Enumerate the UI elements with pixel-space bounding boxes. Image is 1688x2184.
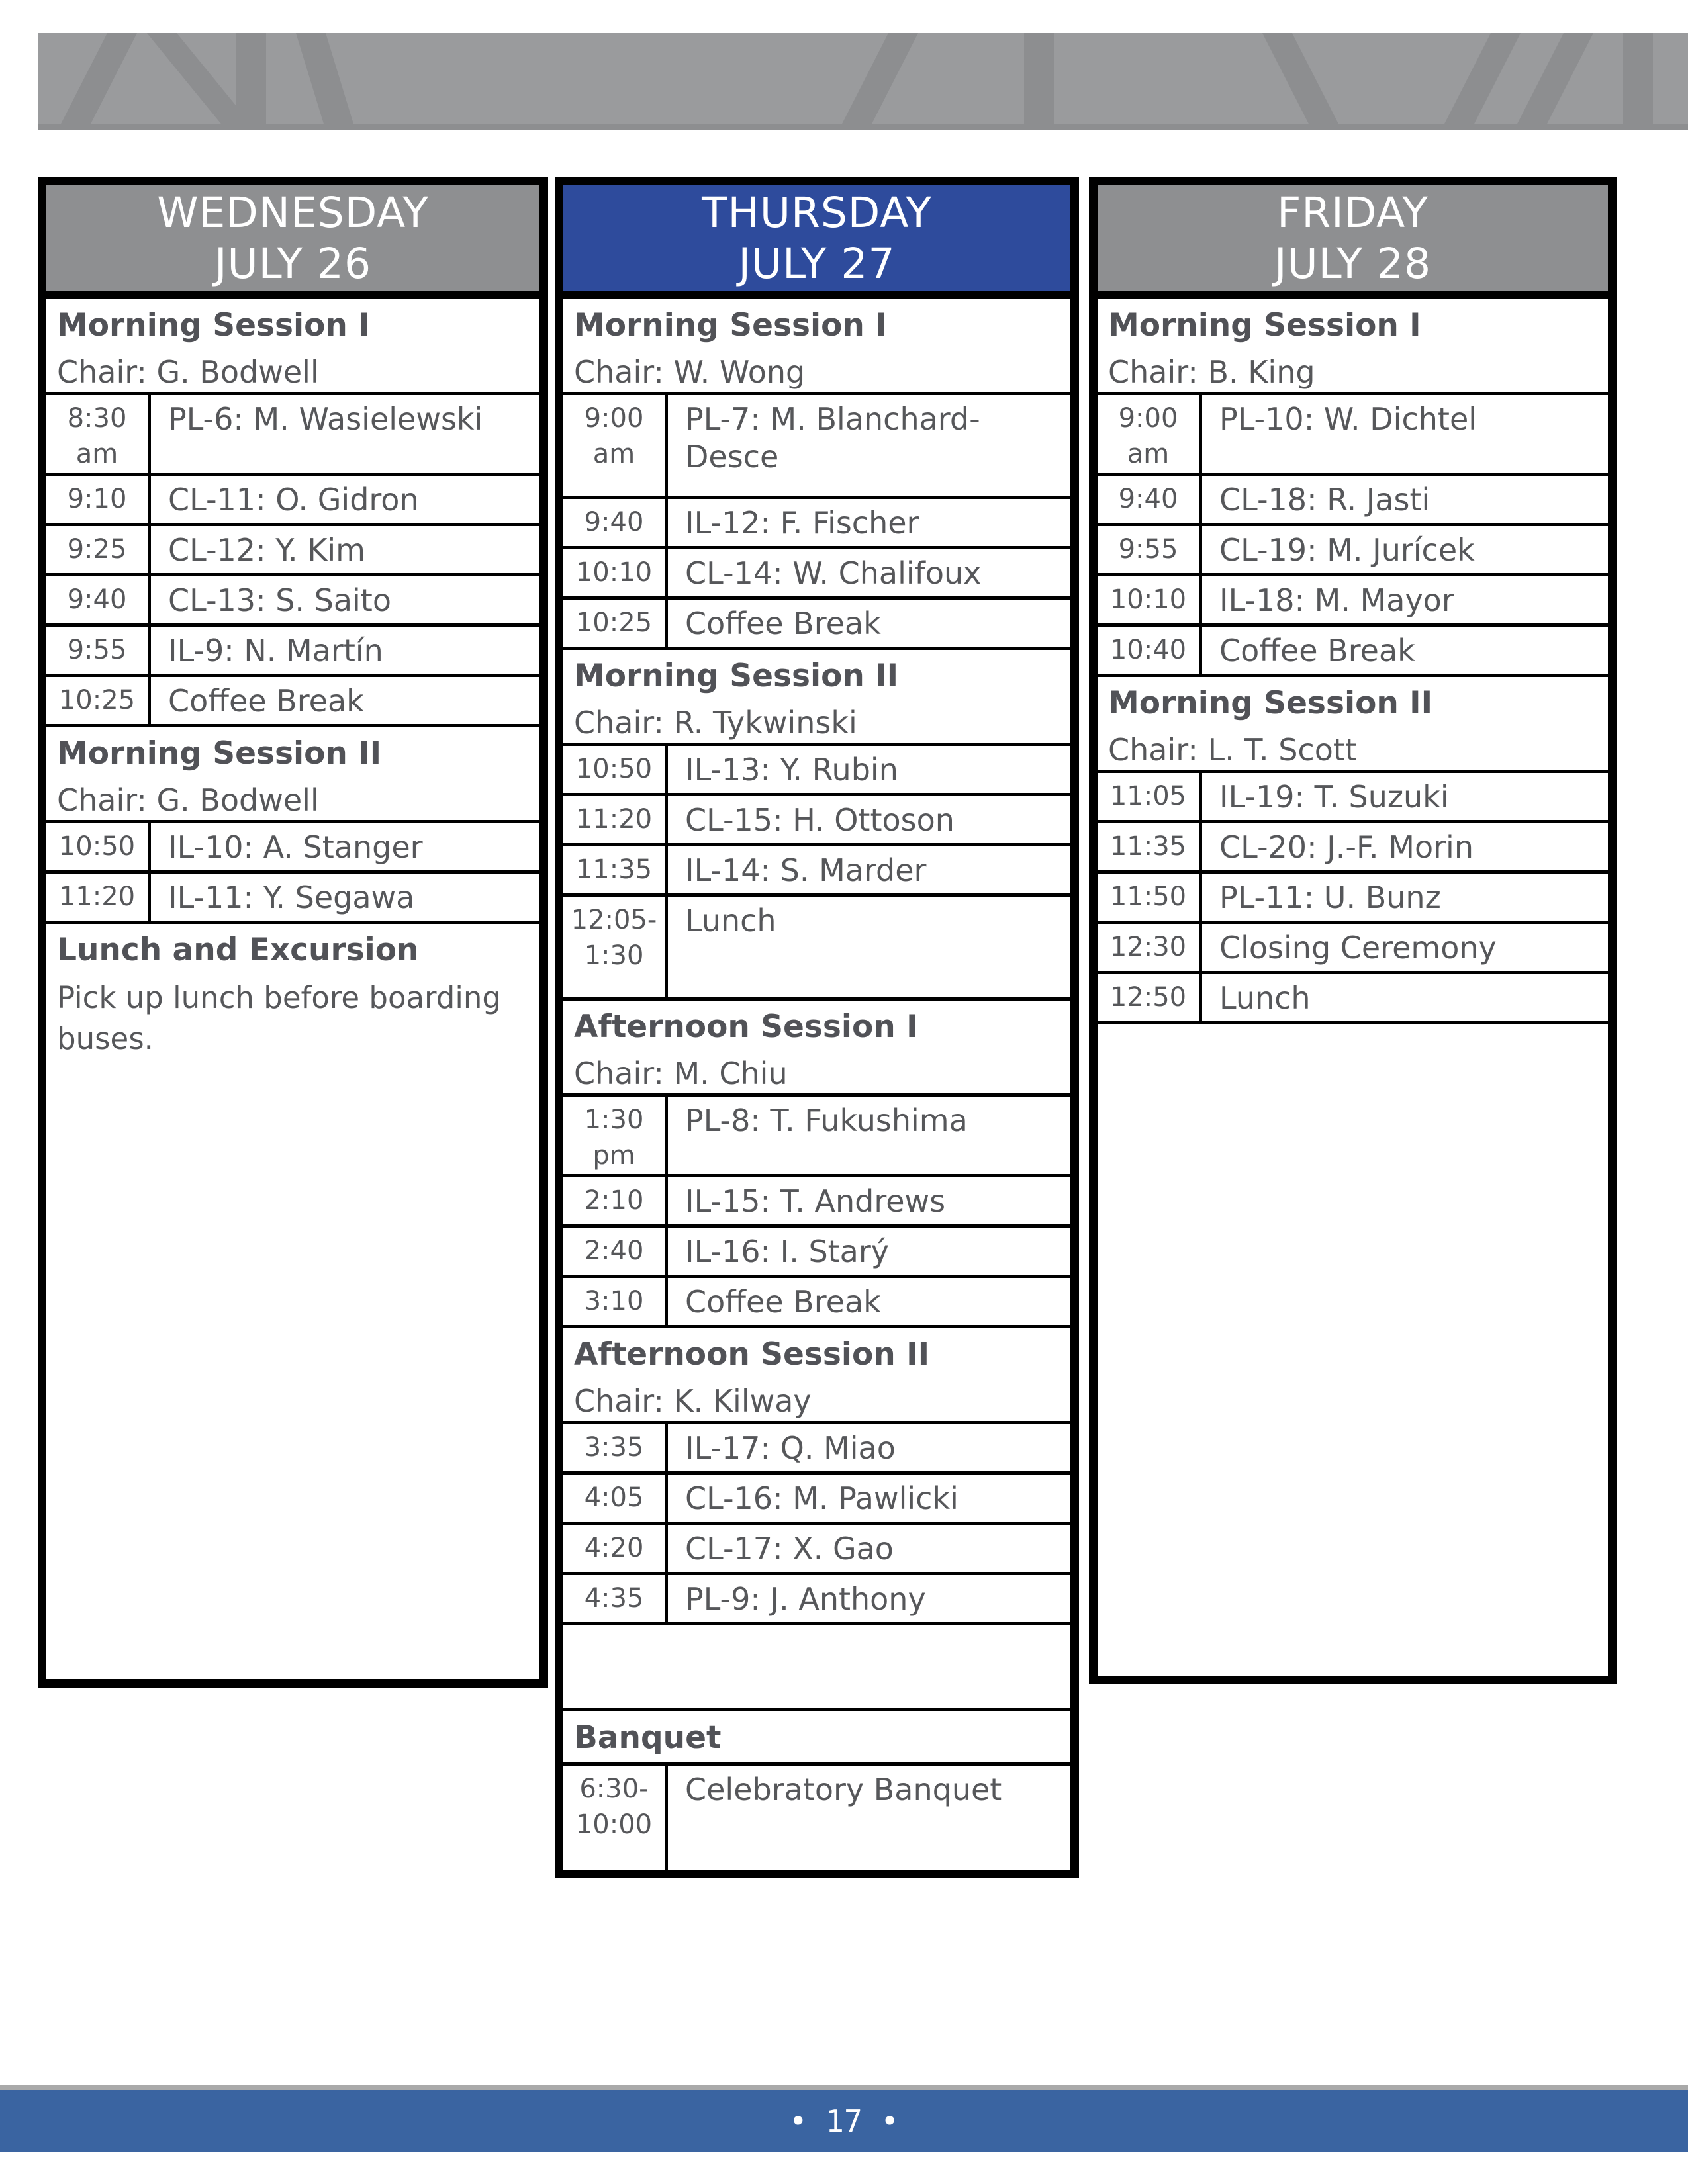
schedule-row (563, 1424, 1070, 1475)
row-layout (563, 746, 1070, 793)
time-value: 11:05 (1109, 781, 1187, 811)
time-value: 9:40 (584, 507, 644, 537)
section-title: Banquet (574, 1719, 722, 1756)
time-cell (46, 476, 151, 523)
schedule-row (1098, 823, 1608, 874)
schedule-row (46, 395, 539, 476)
session-block (563, 1328, 1070, 1424)
row-layout (1098, 823, 1608, 870)
time-cell (1098, 874, 1202, 921)
schedule-row (1098, 974, 1608, 1024)
event-cell: PL-7: M. Blanchard-Desce (685, 401, 980, 475)
time-value: 12:05- (571, 905, 657, 935)
time-value: 10:25 (58, 685, 136, 715)
schedule-row (563, 1228, 1070, 1278)
time-value-line2: 10:00 (575, 1809, 653, 1840)
session-block (563, 650, 1070, 746)
event-cell: IL-10: A. Stanger (168, 829, 423, 865)
session-block (563, 1001, 1070, 1097)
session-title: Morning Session II (1108, 685, 1433, 721)
row-layout (1098, 773, 1608, 820)
title-block (563, 1711, 1070, 1766)
session-chair: Chair: K. Kilway (574, 1383, 812, 1419)
row-layout (1098, 576, 1608, 623)
day-header (46, 185, 539, 299)
time-value: 10:10 (575, 557, 653, 588)
time-value: 9:00 (1118, 403, 1178, 433)
event-cell: CL-19: M. Jurícek (1219, 532, 1475, 568)
time-cell (563, 1097, 668, 1174)
time-cell (563, 796, 668, 843)
session-title: Morning Session I (574, 307, 887, 343)
session-chair: Chair: M. Chiu (574, 1056, 788, 1091)
page-number: • 17 • (788, 2103, 900, 2139)
schedule-row (1098, 395, 1608, 476)
time-cell (46, 874, 151, 921)
time-value: 10:50 (575, 754, 653, 784)
row-layout (46, 823, 539, 870)
note-block (46, 924, 539, 1083)
day-table-wednesday (38, 177, 548, 1688)
time-cell (563, 1228, 668, 1275)
event-cell: CL-15: H. Ottoson (685, 802, 955, 838)
schedule-row (46, 627, 539, 677)
time-value: 2:10 (584, 1185, 644, 1216)
row-layout (563, 796, 1070, 843)
row-layout (1098, 974, 1608, 1021)
session-chair: Chair: L. T. Scott (1108, 732, 1357, 768)
event-cell: CL-13: S. Saito (168, 582, 391, 618)
time-value-line2: am (75, 439, 118, 469)
session-block (1098, 677, 1608, 773)
day-body (563, 299, 1070, 1870)
time-value: 9:40 (1118, 484, 1178, 514)
event-cell: Lunch (1219, 980, 1311, 1016)
time-value: 3:35 (584, 1432, 644, 1463)
time-value: 10:50 (58, 831, 136, 862)
session-chair: Chair: B. King (1108, 354, 1315, 390)
note-text: Pick up lunch before boarding buses. (57, 980, 501, 1056)
event-cell: Lunch (685, 903, 776, 938)
time-cell (46, 395, 151, 473)
day-name: FRIDAY (1277, 188, 1429, 237)
schedule-row (563, 1278, 1070, 1328)
day-header (563, 185, 1070, 299)
time-value-line2: am (592, 439, 635, 469)
schedule-row (46, 476, 539, 526)
event-cell: Coffee Break (685, 606, 881, 641)
schedule-row (563, 499, 1070, 549)
time-cell (46, 526, 151, 573)
schedule-row (563, 846, 1070, 897)
row-layout (46, 526, 539, 573)
time-cell (46, 627, 151, 674)
time-value: 2:40 (584, 1236, 644, 1266)
event-cell: IL-19: T. Suzuki (1219, 779, 1449, 815)
session-title: Morning Session I (57, 307, 370, 343)
row-layout (563, 1766, 1070, 1870)
schedule-row (563, 600, 1070, 650)
schedule-row (1098, 526, 1608, 576)
schedule-row (1098, 773, 1608, 823)
event-cell: IL-13: Y. Rubin (685, 752, 898, 788)
event-cell: CL-18: R. Jasti (1219, 482, 1430, 518)
row-layout (1098, 395, 1608, 473)
time-cell (1098, 924, 1202, 971)
row-layout (46, 677, 539, 724)
time-value: 9:10 (67, 484, 127, 514)
event-cell: IL-11: Y. Segawa (168, 880, 415, 915)
time-cell (1098, 823, 1202, 870)
schedule-row (1098, 627, 1608, 677)
row-layout (46, 476, 539, 523)
time-cell (46, 576, 151, 623)
schedule-row (563, 796, 1070, 846)
session-chair: Chair: G. Bodwell (57, 782, 319, 818)
event-cell: PL-6: M. Wasielewski (168, 401, 483, 437)
time-value: 11:20 (58, 882, 136, 912)
event-cell: IL-17: Q. Miao (685, 1430, 896, 1466)
time-value-line2: am (1127, 439, 1170, 469)
row-layout (1098, 874, 1608, 921)
session-chair: Chair: R. Tykwinski (574, 705, 857, 741)
schedule-row (1098, 924, 1608, 974)
row-layout (563, 897, 1070, 997)
event-cell: CL-16: M. Pawlicki (685, 1480, 959, 1516)
event-cell: Coffee Break (168, 683, 364, 719)
time-cell (563, 746, 668, 793)
time-cell (1098, 476, 1202, 523)
session-chair: Chair: G. Bodwell (57, 354, 319, 390)
event-cell: Closing Ceremony (1219, 930, 1497, 966)
time-value-line2: 1:30 (584, 940, 644, 971)
schedule-row (563, 395, 1070, 499)
time-value: 6:30- (579, 1774, 649, 1804)
row-layout (46, 627, 539, 674)
time-value: 8:30 (67, 403, 127, 433)
schedule-row (563, 1766, 1070, 1870)
time-value: 11:35 (1109, 831, 1187, 862)
event-cell: CL-12: Y. Kim (168, 532, 365, 568)
schedule-row (563, 1097, 1070, 1177)
event-cell: CL-17: X. Gao (685, 1531, 894, 1567)
day-header (1098, 185, 1608, 299)
time-cell (1098, 974, 1202, 1021)
schedule-row (1098, 476, 1608, 526)
schedule-row (563, 1525, 1070, 1575)
row-layout (563, 600, 1070, 647)
filler-block (46, 1083, 539, 1679)
row-layout (563, 1475, 1070, 1522)
event-cell: Coffee Break (1219, 633, 1415, 668)
time-cell (1098, 526, 1202, 573)
time-value: 12:30 (1109, 932, 1187, 962)
time-cell (563, 1424, 668, 1471)
event-cell: PL-8: T. Fukushima (685, 1103, 968, 1138)
time-value-line2: pm (592, 1140, 635, 1171)
time-cell (46, 677, 151, 724)
time-cell (46, 823, 151, 870)
day-table-thursday (555, 177, 1079, 1878)
schedule-row (563, 1177, 1070, 1228)
day-table-friday (1089, 177, 1617, 1684)
schedule-row (563, 1475, 1070, 1525)
event-cell: PL-9: J. Anthony (685, 1581, 926, 1617)
schedule-row (46, 823, 539, 874)
time-value: 9:25 (67, 534, 127, 565)
day-date: JULY 28 (1274, 239, 1432, 288)
event-cell: IL-16: I. Starý (685, 1234, 890, 1269)
event-cell: IL-15: T. Andrews (685, 1183, 946, 1219)
time-cell (563, 1278, 668, 1325)
filler-block (1098, 1024, 1608, 1676)
time-value: 9:40 (67, 584, 127, 615)
row-layout (563, 499, 1070, 546)
footer-divider (0, 2085, 1688, 2090)
schedule-row (46, 677, 539, 727)
row-layout (563, 1097, 1070, 1174)
time-value: 4:20 (584, 1533, 644, 1563)
event-cell: CL-20: J.-F. Morin (1219, 829, 1474, 865)
row-layout (563, 1228, 1070, 1275)
session-title: Afternoon Session II (574, 1336, 930, 1373)
row-layout (563, 1424, 1070, 1471)
note-title: Lunch and Excursion (57, 932, 419, 968)
time-cell (563, 1475, 668, 1522)
time-value: 1:30 (584, 1105, 644, 1135)
schedule-row (1098, 576, 1608, 627)
day-body (46, 299, 539, 1679)
row-layout (1098, 476, 1608, 523)
row-layout (46, 576, 539, 623)
event-cell: CL-14: W. Chalifoux (685, 555, 982, 591)
schedule-row (563, 746, 1070, 796)
session-block (1098, 299, 1608, 395)
time-value: 10:40 (1109, 635, 1187, 665)
time-cell (563, 1525, 668, 1572)
time-cell (1098, 576, 1202, 623)
time-cell (1098, 773, 1202, 820)
time-cell (563, 1766, 668, 1870)
time-value: 4:05 (584, 1482, 644, 1513)
schedule-row (46, 874, 539, 924)
day-body (1098, 299, 1608, 1676)
time-cell (563, 549, 668, 596)
row-layout (1098, 627, 1608, 674)
day-name: THURSDAY (702, 188, 932, 237)
day-date: JULY 26 (214, 239, 372, 288)
time-cell (563, 1575, 668, 1622)
row-layout (563, 1278, 1070, 1325)
time-value: 9:55 (67, 635, 127, 665)
footer-bar (0, 2090, 1688, 2152)
session-title: Morning Session I (1108, 307, 1421, 343)
time-cell (1098, 395, 1202, 473)
row-layout (563, 1575, 1070, 1622)
session-title: Afternoon Session I (574, 1009, 918, 1045)
time-cell (563, 395, 668, 496)
row-layout (46, 395, 539, 473)
time-cell (563, 1177, 668, 1224)
row-layout (563, 1177, 1070, 1224)
page-top-banner (38, 33, 1688, 130)
row-layout (563, 395, 1070, 496)
schedule-row (1098, 874, 1608, 924)
event-cell: IL-9: N. Martín (168, 633, 383, 668)
event-cell: IL-18: M. Mayor (1219, 582, 1454, 618)
time-value: 11:35 (575, 854, 653, 885)
row-layout (46, 874, 539, 921)
day-date: JULY 27 (738, 239, 896, 288)
event-cell: PL-11: U. Bunz (1219, 880, 1441, 915)
event-cell: IL-14: S. Marder (685, 852, 927, 888)
gap-block (563, 1625, 1070, 1711)
schedule-row (46, 526, 539, 576)
time-value: 4:35 (584, 1583, 644, 1614)
time-cell (563, 600, 668, 647)
time-value: 9:00 (584, 403, 644, 433)
schedule-row (563, 549, 1070, 600)
schedule-row (563, 1575, 1070, 1625)
session-title: Morning Session II (574, 658, 899, 694)
time-value: 10:25 (575, 608, 653, 638)
day-name: WEDNESDAY (157, 188, 429, 237)
time-cell (563, 499, 668, 546)
event-cell: Celebratory Banquet (685, 1772, 1002, 1807)
time-value: 11:50 (1109, 882, 1187, 912)
time-value: 10:10 (1109, 584, 1187, 615)
session-chair: Chair: W. Wong (574, 354, 806, 390)
event-cell: CL-11: O. Gidron (168, 482, 419, 518)
session-title: Morning Session II (57, 735, 382, 772)
event-cell: IL-12: F. Fischer (685, 505, 919, 541)
time-value: 3:10 (584, 1286, 644, 1316)
time-cell (563, 897, 668, 997)
time-value: 12:50 (1109, 982, 1187, 1013)
row-layout (1098, 526, 1608, 573)
event-cell: PL-10: W. Dichtel (1219, 401, 1477, 437)
watermark-logo-icon (38, 33, 1688, 130)
event-cell: Coffee Break (685, 1284, 881, 1320)
row-layout (563, 846, 1070, 893)
row-layout (563, 1525, 1070, 1572)
time-cell (1098, 627, 1202, 674)
time-value: 9:55 (1118, 534, 1178, 565)
session-block (46, 299, 539, 395)
time-cell (563, 846, 668, 893)
row-layout (563, 549, 1070, 596)
row-layout (1098, 924, 1608, 971)
schedule-row (46, 576, 539, 627)
session-block (563, 299, 1070, 395)
time-value: 11:20 (575, 804, 653, 835)
session-block (46, 727, 539, 823)
schedule-row (563, 897, 1070, 1001)
